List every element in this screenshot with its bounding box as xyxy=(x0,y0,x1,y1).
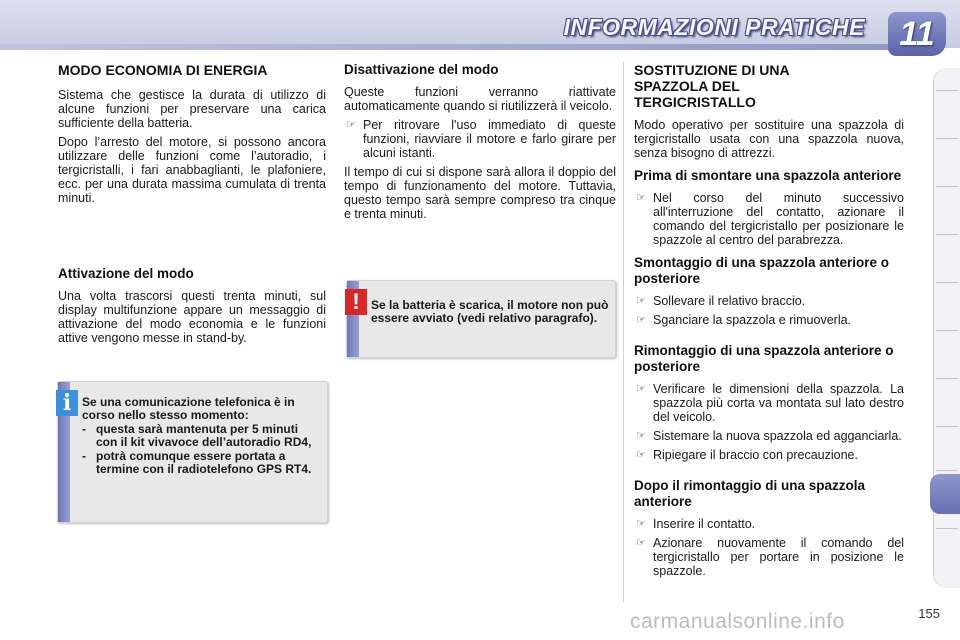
bullet-item: ☞ Sollevare il relativo braccio. xyxy=(636,294,806,308)
pointing-hand-icon: ☞ xyxy=(636,537,646,549)
dash-marker: - xyxy=(82,422,86,436)
paragraph: Una volta trascorsi questi trenta minuti, sul display multifunzione appare un messaggio di attivazione del modo economia e le funzioni attive vengono messe in stand-by. xyxy=(58,289,326,345)
column-divider xyxy=(623,62,624,602)
paragraph: Sistema che gestisce la durata di utilizzo di alcune funzioni per preservare una carica sufficiente della batteria. xyxy=(58,88,326,130)
pointing-hand-icon: ☞ xyxy=(346,119,356,131)
paragraph: Dopo l’arresto del motore, si possono ancora utilizzare delle funzioni come l’autoradio, i tergicristalli, i fari anabbaglianti, le plafoniere, ecc. per una durata massima cumulata di trenta minuti. xyxy=(58,135,326,205)
info-list-item: - potrà comunque essere portata a termine con il radiotelefono GPS RT4. xyxy=(82,449,312,476)
pointing-hand-icon: ☞ xyxy=(636,192,646,204)
subsection-heading: Rimontaggio di una spazzola anteriore o posteriore xyxy=(634,343,894,374)
dash-marker: - xyxy=(82,449,86,463)
bullet-item: ☞ Sistemare la nuova spazzola ed agganciarla. xyxy=(636,429,902,443)
bullet-item: ☞ Azionare nuovamente il comando del tergicristallo per portare in posizione le spazzole. xyxy=(636,536,904,578)
pointing-hand-icon: ☞ xyxy=(636,314,646,326)
warning-text: Se la batteria è scarica, il motore non può essere avviato (vedi relativo paragrafo). xyxy=(371,298,609,325)
column-deactivation xyxy=(344,62,616,226)
info-note-box xyxy=(57,381,328,523)
info-list-item: - questa sarà mantenuta per 5 minuti con il kit vivavoce dell’autoradio RD4, xyxy=(82,422,312,449)
tab-divider xyxy=(936,330,958,331)
subsection-heading: Prima di smontare una spazzola anteriore xyxy=(634,168,902,183)
tab-divider xyxy=(936,138,958,139)
paragraph: Queste funzioni verranno riattivate automaticamente quando si riutilizzerà il veicolo. xyxy=(344,85,616,113)
info-icon: i xyxy=(56,390,78,416)
chapter-tab-active[interactable] xyxy=(930,474,960,514)
warning-note-box xyxy=(346,280,616,358)
section-heading: MODO ECONOMIA DI ENERGIA xyxy=(58,62,268,78)
warning-icon: ! xyxy=(345,289,367,315)
section-heading: SOSTITUZIONE DI UNA SPAZZOLA DEL TERGICRISTALLO xyxy=(634,62,790,110)
header-stripe xyxy=(0,44,905,50)
tab-divider xyxy=(936,90,958,91)
subsection-heading: Disattivazione del modo xyxy=(344,62,499,77)
subsection-heading: Smontaggio di una spazzola anteriore o posteriore xyxy=(634,255,890,286)
bullet-item: ☞ Sganciare la spazzola e rimuoverla. xyxy=(636,313,852,327)
bullet-item: ☞ Nel corso del minuto successivo all'interruzione del contatto, azionare il comando del tergicristallo per posizionare le spazzole al centro del parabrezza. xyxy=(636,191,904,247)
bullet-item: ☞ Verificare le dimensioni della spazzola. La spazzola più corta va montata sul lato destro del veicolo. xyxy=(636,382,904,424)
pointing-hand-icon: ☞ xyxy=(636,449,646,461)
column-energy-saving xyxy=(58,62,326,350)
info-note-text xyxy=(82,396,320,476)
pointing-hand-icon: ☞ xyxy=(636,430,646,442)
pointing-hand-icon: ☞ xyxy=(636,383,646,395)
bullet-item: ☞ Inserire il contatto. xyxy=(636,517,756,531)
tab-divider xyxy=(936,470,958,471)
info-intro: Se una comunicazione telefonica è in corso nello stesso momento: xyxy=(82,395,295,422)
tab-divider xyxy=(936,528,958,529)
watermark: carmanualsonline.info xyxy=(630,610,845,633)
subsection-heading: Attivazione del modo xyxy=(58,266,194,281)
paragraph: Modo operativo per sostituire una spazzola di tergicristallo usata con una spazzola nuova, senza bisogno di attrezzi. xyxy=(634,118,904,160)
bullet-item: ☞ Per ritrovare l'uso immediato di queste funzioni, riavviare il motore e farlo girare per alcuni istanti. xyxy=(346,118,616,160)
page-number: 155 xyxy=(918,606,940,621)
bullet-item: ☞ Ripiegare il braccio con precauzione. xyxy=(636,448,858,462)
tab-divider xyxy=(936,186,958,187)
tab-divider xyxy=(936,426,958,427)
tab-divider xyxy=(936,378,958,379)
pointing-hand-icon: ☞ xyxy=(636,518,646,530)
chapter-badge: 11 xyxy=(888,12,946,56)
paragraph: Il tempo di cui si dispone sarà allora il doppio del tempo di funzionamento del motore. Tuttavia, questo tempo sarà sempre compreso tra cinque e trenta minuti. xyxy=(344,165,616,221)
tab-divider xyxy=(936,234,958,235)
subsection-heading: Dopo il rimontaggio di una spazzola anteriore xyxy=(634,478,866,509)
column-wiper-blade xyxy=(634,62,904,583)
tab-divider xyxy=(936,282,958,283)
pointing-hand-icon: ☞ xyxy=(636,295,646,307)
page-title: INFORMAZIONI PRATICHE xyxy=(563,14,865,40)
